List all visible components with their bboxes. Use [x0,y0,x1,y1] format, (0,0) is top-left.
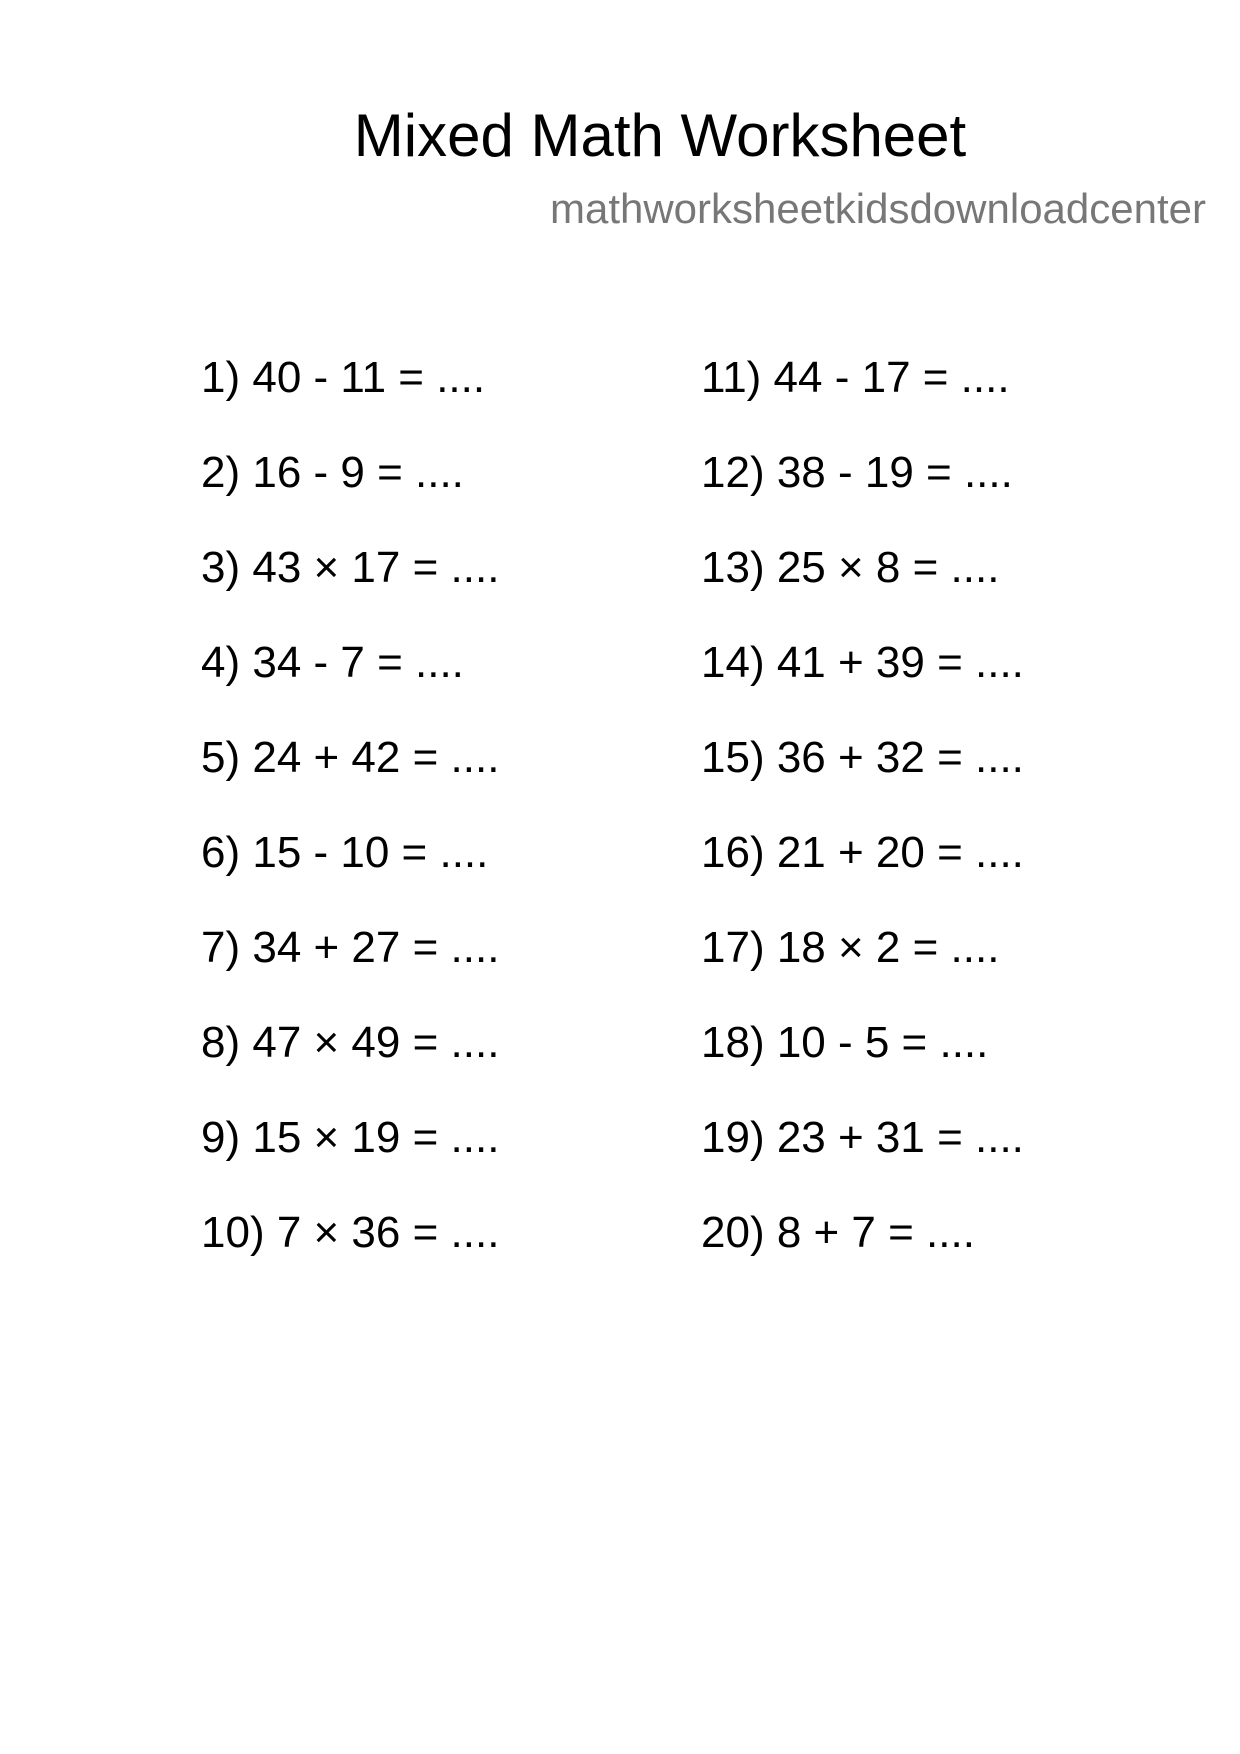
problem-item: 19) 23 + 31 = .... [701,1113,1024,1162]
problem-item: 8) 47 × 49 = .... [201,1018,500,1067]
problem-item: 10) 7 × 36 = .... [201,1208,500,1257]
problem-column-right [701,348,1024,1298]
problem-item: 6) 15 - 10 = .... [201,828,489,877]
page-title: Mixed Math Worksheet [353,102,967,169]
problem-item: 5) 24 + 42 = .... [201,733,500,782]
problem-item: 11) 44 - 17 = .... [701,353,1010,402]
problem-item: 20) 8 + 7 = .... [701,1208,975,1257]
problem-item: 17) 18 × 2 = .... [701,923,1000,972]
site-credit: mathworksheetkidsdownloadcenter [549,185,1206,232]
problem-item: 9) 15 × 19 = .... [201,1113,500,1162]
problem-item: 7) 34 + 27 = .... [201,923,500,972]
problem-item: 1) 40 - 11 = .... [201,353,486,402]
problem-item: 14) 41 + 39 = .... [701,638,1024,687]
problem-item: 18) 10 - 5 = .... [701,1018,989,1067]
problem-item: 16) 21 + 20 = .... [701,828,1024,877]
problem-item: 12) 38 - 19 = .... [701,448,1013,497]
problem-item: 3) 43 × 17 = .... [201,543,500,592]
problem-item: 13) 25 × 8 = .... [701,543,1000,592]
problem-item: 4) 34 - 7 = .... [201,638,464,687]
problem-column-left [201,348,499,1298]
problem-item: 15) 36 + 32 = .... [701,733,1024,782]
problem-item: 2) 16 - 9 = .... [201,448,464,497]
